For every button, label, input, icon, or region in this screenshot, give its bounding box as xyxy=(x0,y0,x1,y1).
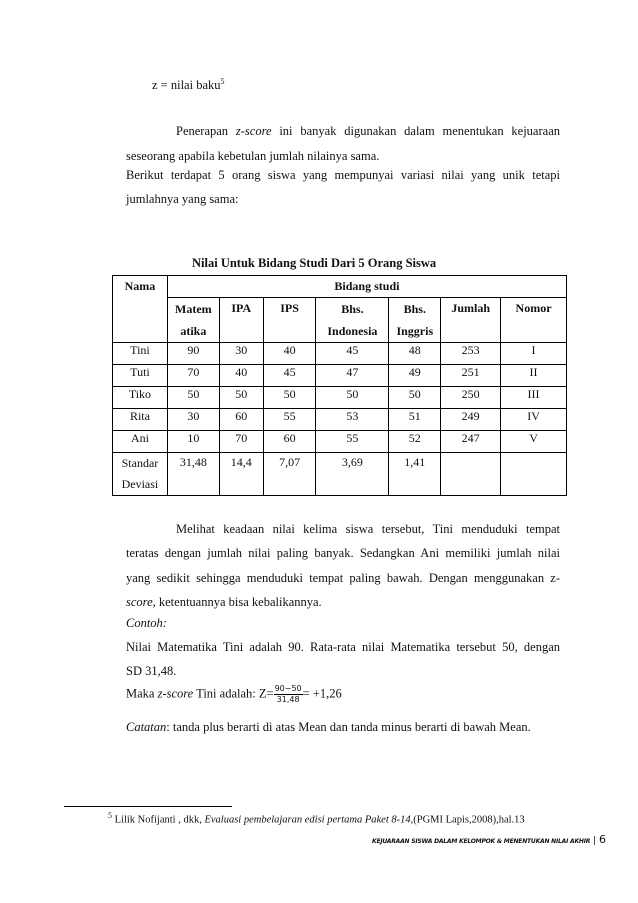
running-footer-title: KEJUARAAN SISWA DALAM KELOMPOK & MENENTUKAN NILAI AKHIR xyxy=(372,838,591,845)
cell: 3,69 xyxy=(316,453,389,496)
cell: 50 xyxy=(316,387,389,409)
cell: 45 xyxy=(316,343,389,365)
footnote-ref: 5 xyxy=(220,77,225,86)
table-row xyxy=(113,343,567,365)
cell: 70 xyxy=(219,431,263,453)
cell: 30 xyxy=(219,343,263,365)
cell xyxy=(501,453,567,496)
table-row xyxy=(113,431,567,453)
table-row xyxy=(113,387,567,409)
cell: 55 xyxy=(316,431,389,453)
cell: I xyxy=(501,343,567,365)
para2-line7: SD 31,48. xyxy=(126,664,177,678)
cell: 53 xyxy=(316,409,389,431)
cell: 52 xyxy=(389,431,441,453)
z-definition: z = nilai baku$^5$ xyxy=(152,77,225,93)
cell: 40 xyxy=(263,343,316,365)
para2-line1: Melihat keadaan nilai kelima siswa tersebut, Tini menduduki tempat xyxy=(176,522,560,536)
col-nomor: Nomor xyxy=(501,298,567,343)
cell: 55 xyxy=(263,409,316,431)
cell: 249 xyxy=(441,409,501,431)
para2-line2: teratas dengan jumlah nilai paling banyak. Sedangkan Ani memiliki jumlah nilai xyxy=(126,546,560,560)
sd-label: Standar Deviasi xyxy=(113,453,168,496)
header-bidang-studi: Bidang studi xyxy=(167,276,566,298)
cell: 247 xyxy=(441,431,501,453)
page-footer xyxy=(372,833,606,846)
cell: 49 xyxy=(389,365,441,387)
para1-line3: Berikut terdapat 5 orang siswa yang mempunyai variasi nilai yang unik tetapi xyxy=(126,168,560,182)
cell: 48 xyxy=(389,343,441,365)
para2-line6: Nilai Matematika Tini adalah 90. Rata-rata nilai Matematika tersebut 50, dengan xyxy=(126,640,560,654)
cell: III xyxy=(501,387,567,409)
sd-row xyxy=(113,453,567,496)
col-ips: IPS xyxy=(263,298,316,343)
cell: 251 xyxy=(441,365,501,387)
footnote-separator xyxy=(64,806,232,807)
cell: 10 xyxy=(167,431,219,453)
table-row xyxy=(113,365,567,387)
table-title: Nilai Untuk Bidang Studi Dari 5 Orang Siswa xyxy=(192,256,437,270)
cell: Tini xyxy=(113,343,168,365)
para1-line2: seseorang apabila kebetulan jumlah nilainya sama. xyxy=(126,149,380,163)
para2-line4: score, ketentuannya bisa kebalikannya. xyxy=(126,595,322,609)
cell: Ani xyxy=(113,431,168,453)
cell: 90 xyxy=(167,343,219,365)
cell: II xyxy=(501,365,567,387)
cell: 50 xyxy=(167,387,219,409)
cell: 60 xyxy=(263,431,316,453)
cell: 47 xyxy=(316,365,389,387)
footnote: $^5$ Lilik Nofijanti , dkk, Evaluasi pembelajaran edisi pertama Paket 8-14,(PGMI Lapis,2008),hal.13 xyxy=(108,811,525,826)
cell: IV xyxy=(501,409,567,431)
para1-line1: Penerapan z-score ini banyak digunakan dalam menentukan kejuaraan xyxy=(176,124,560,138)
cell: 7,07 xyxy=(263,453,316,496)
cell: 50 xyxy=(263,387,316,409)
cell: 60 xyxy=(219,409,263,431)
cell: 253 xyxy=(441,343,501,365)
zscore-fraction: $\frac{90-50}{31,48}$ xyxy=(274,684,302,704)
cell: 50 xyxy=(389,387,441,409)
cell: 31,48 xyxy=(167,453,219,496)
header-nama: Nama xyxy=(113,276,168,343)
cell: Rita xyxy=(113,409,168,431)
col-jumlah: Jumlah xyxy=(441,298,501,343)
col-ipa: IPA xyxy=(219,298,263,343)
cell: Tiko xyxy=(113,387,168,409)
cell: 250 xyxy=(441,387,501,409)
cell: 70 xyxy=(167,365,219,387)
catatan-line: Catatan: tanda plus berarti di atas Mean dan tanda minus berarti di bawah Mean. xyxy=(126,720,531,734)
cell: 14,4 xyxy=(219,453,263,496)
cell: 51 xyxy=(389,409,441,431)
para1-line4: jumlahnya yang sama: xyxy=(126,192,239,206)
footer-separator: | xyxy=(593,836,597,846)
col-matematika: Matem atika xyxy=(167,298,219,343)
scores-table xyxy=(112,275,567,496)
col-bhs-inggris: Bhs. Inggris xyxy=(389,298,441,343)
zscore-formula: Maka z-score Tini adalah: Z= $\frac{90-50}{31,48}$ = +1,26 xyxy=(126,684,342,704)
col-bhs-indonesia: Bhs. Indonesia xyxy=(316,298,389,343)
cell xyxy=(441,453,501,496)
table-row xyxy=(113,409,567,431)
page-number: 6 xyxy=(599,833,606,846)
cell: 45 xyxy=(263,365,316,387)
para2-line3: yang sedikit sehingga menduduki tempat paling bawah. Dengan menggunakan z- xyxy=(126,571,560,585)
cell: 50 xyxy=(219,387,263,409)
cell: V xyxy=(501,431,567,453)
cell: 30 xyxy=(167,409,219,431)
cell: Tuti xyxy=(113,365,168,387)
contoh-label: Contoh: xyxy=(126,616,167,630)
cell: 1,41 xyxy=(389,453,441,496)
cell: 40 xyxy=(219,365,263,387)
